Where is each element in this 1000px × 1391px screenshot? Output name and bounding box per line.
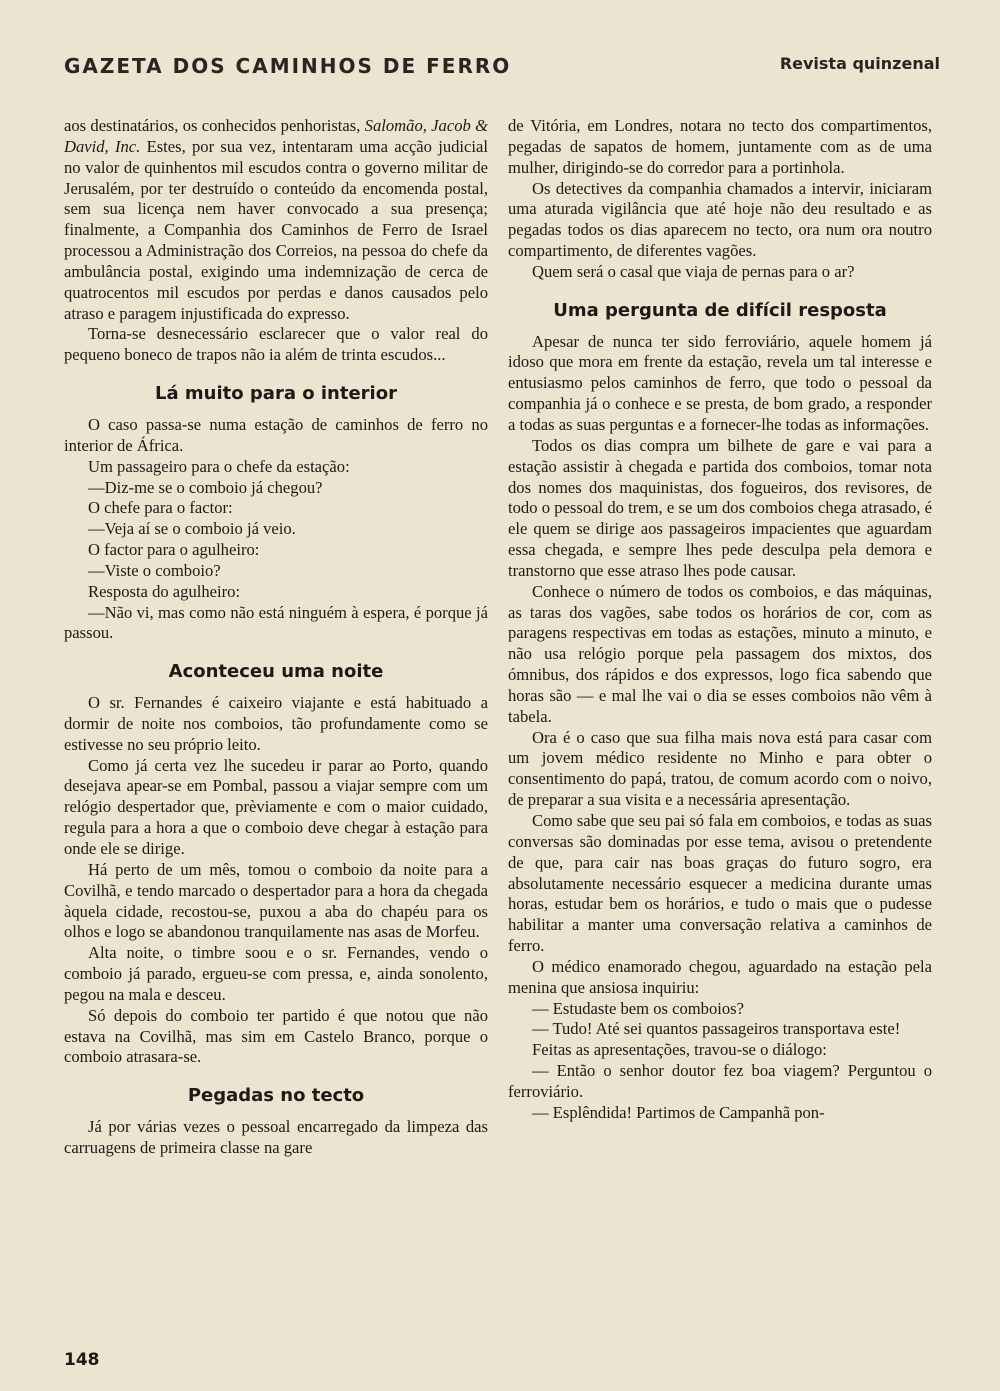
- journal-title: GAZETA DOS CAMINHOS DE FERRO: [64, 54, 512, 78]
- section2-paragraph: Só depois do comboio ter partido é que notou que não estava na Covilhã, mas sim em Castelo Branco, porque o comboio atrasara-se.: [64, 1005, 488, 1067]
- section4-paragraph: O médico enamorado chegou, aguardado na estação pela menina que ansiosa inquiriu:: [508, 956, 932, 997]
- section1-line: Um passageiro para o chefe da estação:: [88, 456, 350, 476]
- section1-line: —Veja aí se o comboio já veio.: [88, 519, 296, 539]
- intro-text-a: aos destinatários, os conhecidos penhoristas,: [64, 116, 361, 135]
- section2-paragraph: Há perto de um mês, tomou o comboio da noite para a Covilhã, e tendo marcado o despertador para a hora da chegada àquela cidade, recostou-se, puxou a aba do chapéu para os olhos e logo se abandonou tranquilamente nas asas de Morfeu.: [64, 859, 488, 942]
- continuation-paragraph: Os detectives da companhia chamados a intervir, iniciaram uma aturada vigilância que até hoje não deu resultado e as pegadas todos os dias aparecem no tecto, ora num ora noutro compartimento, de diferentes vagões.: [508, 178, 932, 261]
- section4-dialog: — Tudo! Até sei quantos passageiros transportava este!: [532, 1019, 901, 1039]
- intro-text-b: Estes, por sua vez, intentaram uma acção judicial no valor de quinhentos mil escudos contra o governo militar de Jerusalém, por ter destruído o conteúdo da encomenda postal, sem sua licença nem haver convocado a sua presença; finalmente, a Companhia dos Caminhos de Ferro de Israel processou a Administração dos Correios, na pessoa do chefe da ambulância postal, exigindo uma indemnização de cerca de quatrocentos mil escudos por perdas e danos causados pelo atraso e paragem injustificada do expresso.: [64, 136, 488, 323]
- left-column: [64, 116, 488, 1159]
- intro-company-names: Salomão, Jacob & David, Inc.: [64, 116, 488, 156]
- section2-paragraph: O sr. Fernandes é caixeiro viajante e está habituado a dormir de noite nos comboios, tão profundamente como se estivesse no seu próprio leito.: [64, 693, 488, 754]
- section-heading-interior: Lá muito para o interior: [155, 383, 397, 405]
- section1-line: —Viste o comboio?: [88, 560, 221, 580]
- section1-line: —Não vi, mas como não está ninguém à espera, é porque já passou.: [64, 602, 488, 643]
- section3-paragraph: Já por várias vezes o pessoal encarregado da limpeza das carruagens de primeira classe na gare: [64, 1117, 488, 1157]
- section4-dialog: — Esplêndida! Partimos de Campanhã pon-: [532, 1102, 825, 1122]
- section4-paragraph: Apesar de nunca ter sido ferroviário, aquele homem já idoso que mora em frente da estação, revela um tal interesse e entusiasmo pelos caminhos de ferro, que todo o pessoal da companhia já o conhece e se presta, de bom grado, a responder a todas as suas perguntas e a fornecer-lhe todas as informações.: [508, 331, 932, 434]
- section4-paragraph: Conhece o número de todos os comboios, e das máquinas, as taras dos vagões, sabe todos os horários de cor, com as paragens respectivas em todas as estações, minuto a minuto, e não usa relógio porque pela passagem dos mixtos, dos ómnibus, dos rápidos e dos expressos, logo fica sabendo que horas são — e mal lhe vai o dia se esses comboios não vêm à tabela.: [508, 581, 932, 726]
- continuation-paragraph: Quem será o casal que viaja de pernas para o ar?: [532, 261, 855, 281]
- section4-dialog: — Estudaste bem os comboios?: [532, 998, 744, 1018]
- section4-dialog: Feitas as apresentações, travou-se o diálogo:: [532, 1040, 827, 1060]
- page-number: 148: [64, 1350, 100, 1370]
- right-column: [508, 116, 932, 1124]
- continuation-paragraph: de Vitória, em Londres, notara no tecto dos compartimentos, pegadas de sapatos de homem, juntamente com as de uma mulher, dirigindo-se do corredor para a portinhola.: [508, 116, 932, 177]
- section1-line: Resposta do agulheiro:: [88, 581, 241, 601]
- section2-paragraph: Alta noite, o timbre soou e o sr. Fernandes, vendo o comboio já parado, ergueu-se com pressa, e, ainda sonolento, pegou na mala e desceu.: [64, 943, 488, 1004]
- intro-paragraph-2: Torna-se desnecessário esclarecer que o valor real do pequeno boneco de trapos não ia além de trinta escudos...: [64, 324, 488, 365]
- journal-subtitle: Revista quinzenal: [779, 54, 940, 73]
- section1-line: —Diz-me se o comboio já chegou?: [88, 477, 323, 497]
- section-heading-pegadas: Pegadas no tecto: [187, 1085, 365, 1107]
- section1-line: O chefe para o factor:: [88, 498, 233, 518]
- section4-dialog: — Então o senhor doutor fez boa viagem? Perguntou o ferroviário.: [508, 1061, 932, 1101]
- section4-paragraph: Ora é o caso que sua filha mais nova está para casar com um jovem médico residente no Minho e para obter o consentimento do papá, tratou, de comum acordo com o noivo, de preparar a sua visita e a necessária apresentação.: [508, 727, 932, 810]
- section4-paragraph: Como sabe que seu pai só fala em comboios, e todas as suas conversas são dominadas por esse tema, avisou o pretendente de que, para cair nas boas graças do futuro sogro, era absolutamente necessário esquecer a medicina durante umas horas, estudar bem os horários, e tudo o mais que o pudesse habilitar a manter uma conversação relativa a caminhos de ferro.: [508, 811, 932, 956]
- section4-paragraph: Todos os dias compra um bilhete de gare e vai para a estação assistir à chegada e partida dos comboios, tomar nota dos nomes dos maquinistas, dos fogueiros, dos revisores, de todo o pessoal do trem, e se um dos comboios chega atrasado, é ele quem se dirige aos passageiros impacientes que aguardam essa chegada, e sempre lhes pede desculpa pela demora e transtorno que esse atraso lhes pode causar.: [508, 435, 932, 580]
- section1-line: O factor para o agulheiro:: [88, 540, 260, 560]
- section-heading-noite: Aconteceu uma noite: [168, 661, 384, 683]
- section2-paragraph: Como já certa vez lhe sucedeu ir parar ao Porto, quando desejava apear-se em Pombal, passou a viajar sempre com um relógio despertador que, prèviamente e com o maior cuidado, regula para a hora a que o comboio deve chegar à estação para onde ele se dirige.: [64, 755, 488, 858]
- intro-paragraph-1: [64, 116, 488, 324]
- section-heading-pergunta: Uma pergunta de difícil resposta: [553, 299, 887, 321]
- section1-line: O caso passa-se numa estação de caminhos de ferro no interior de África.: [64, 414, 488, 455]
